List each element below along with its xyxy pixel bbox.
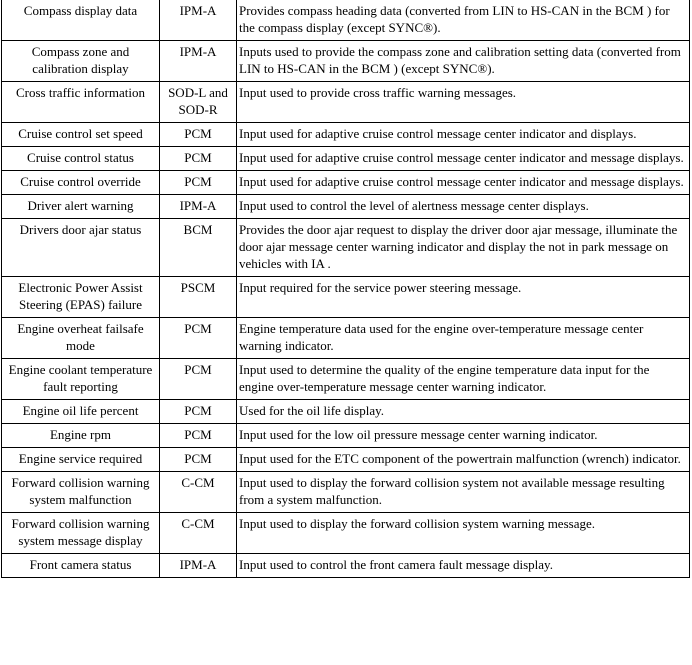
signal-table-body	[2, 0, 690, 578]
table-row	[2, 0, 690, 41]
signal-table	[1, 0, 690, 578]
description-cell: Provides compass heading data (converted from LIN to HS-CAN in the BCM ) for the compass display (except SYNC®).	[237, 0, 690, 41]
description-cell: Input used for adaptive cruise control message center indicator and displays.	[237, 123, 690, 147]
signal-cell: Cruise control set speed	[2, 123, 160, 147]
source-cell: PCM	[160, 123, 237, 147]
description-cell: Input used to control the front camera fault message display.	[237, 554, 690, 578]
table-row	[2, 195, 690, 219]
signal-cell: Cruise control override	[2, 171, 160, 195]
signal-cell: Electronic Power Assist Steering (EPAS) failure	[2, 277, 160, 318]
description-cell: Input used for adaptive cruise control message center indicator and message displays.	[237, 147, 690, 171]
table-row	[2, 359, 690, 400]
signal-cell: Engine rpm	[2, 424, 160, 448]
table-row	[2, 147, 690, 171]
signal-cell: Engine coolant temperature fault reporting	[2, 359, 160, 400]
source-cell: PCM	[160, 424, 237, 448]
description-cell: Input used to display the forward collision system warning message.	[237, 513, 690, 554]
source-cell: PCM	[160, 359, 237, 400]
description-cell: Input used for the ETC component of the powertrain malfunction (wrench) indicator.	[237, 448, 690, 472]
source-cell: PCM	[160, 147, 237, 171]
table-row	[2, 400, 690, 424]
source-cell: BCM	[160, 219, 237, 277]
source-cell: PCM	[160, 171, 237, 195]
table-row	[2, 472, 690, 513]
signal-cell: Drivers door ajar status	[2, 219, 160, 277]
source-cell: IPM-A	[160, 195, 237, 219]
source-cell: C-CM	[160, 472, 237, 513]
signal-cell: Driver alert warning	[2, 195, 160, 219]
table-row	[2, 513, 690, 554]
signal-cell: Forward collision warning system message display	[2, 513, 160, 554]
table-row	[2, 424, 690, 448]
description-cell: Inputs used to provide the compass zone and calibration setting data (converted from LIN to HS-CAN in the BCM ) (except SYNC®).	[237, 41, 690, 82]
signal-cell: Engine service required	[2, 448, 160, 472]
signal-cell: Compass zone and calibration display	[2, 41, 160, 82]
source-cell: PSCM	[160, 277, 237, 318]
source-cell: C-CM	[160, 513, 237, 554]
source-cell: IPM-A	[160, 554, 237, 578]
signal-cell: Forward collision warning system malfunction	[2, 472, 160, 513]
table-row	[2, 171, 690, 195]
table-row	[2, 123, 690, 147]
table-row	[2, 554, 690, 578]
description-cell: Input used for the low oil pressure message center warning indicator.	[237, 424, 690, 448]
source-cell: IPM-A	[160, 0, 237, 41]
table-row	[2, 41, 690, 82]
table-row	[2, 277, 690, 318]
description-cell: Input used to control the level of alertness message center displays.	[237, 195, 690, 219]
description-cell: Provides the door ajar request to display the driver door ajar message, illuminate the door ajar message center warning indicator and display the not in park message on vehicles with IA .	[237, 219, 690, 277]
description-cell: Input used for adaptive cruise control message center indicator and message displays.	[237, 171, 690, 195]
description-cell: Engine temperature data used for the engine over-temperature message center warning indicator.	[237, 318, 690, 359]
signal-cell: Cruise control status	[2, 147, 160, 171]
source-cell: SOD-L and SOD-R	[160, 82, 237, 123]
description-cell: Input used to determine the quality of the engine temperature data input for the engine over-temperature message center warning indicator.	[237, 359, 690, 400]
source-cell: IPM-A	[160, 41, 237, 82]
description-cell: Input required for the service power steering message.	[237, 277, 690, 318]
signal-cell: Compass display data	[2, 0, 160, 41]
source-cell: PCM	[160, 448, 237, 472]
signal-cell: Front camera status	[2, 554, 160, 578]
table-row	[2, 318, 690, 359]
table-row	[2, 448, 690, 472]
description-cell: Input used to provide cross traffic warning messages.	[237, 82, 690, 123]
table-row	[2, 82, 690, 123]
description-cell: Used for the oil life display.	[237, 400, 690, 424]
description-cell: Input used to display the forward collision system not available message resulting from a system malfunction.	[237, 472, 690, 513]
signal-cell: Cross traffic information	[2, 82, 160, 123]
table-row	[2, 219, 690, 277]
source-cell: PCM	[160, 318, 237, 359]
signal-cell: Engine overheat failsafe mode	[2, 318, 160, 359]
signal-cell: Engine oil life percent	[2, 400, 160, 424]
source-cell: PCM	[160, 400, 237, 424]
